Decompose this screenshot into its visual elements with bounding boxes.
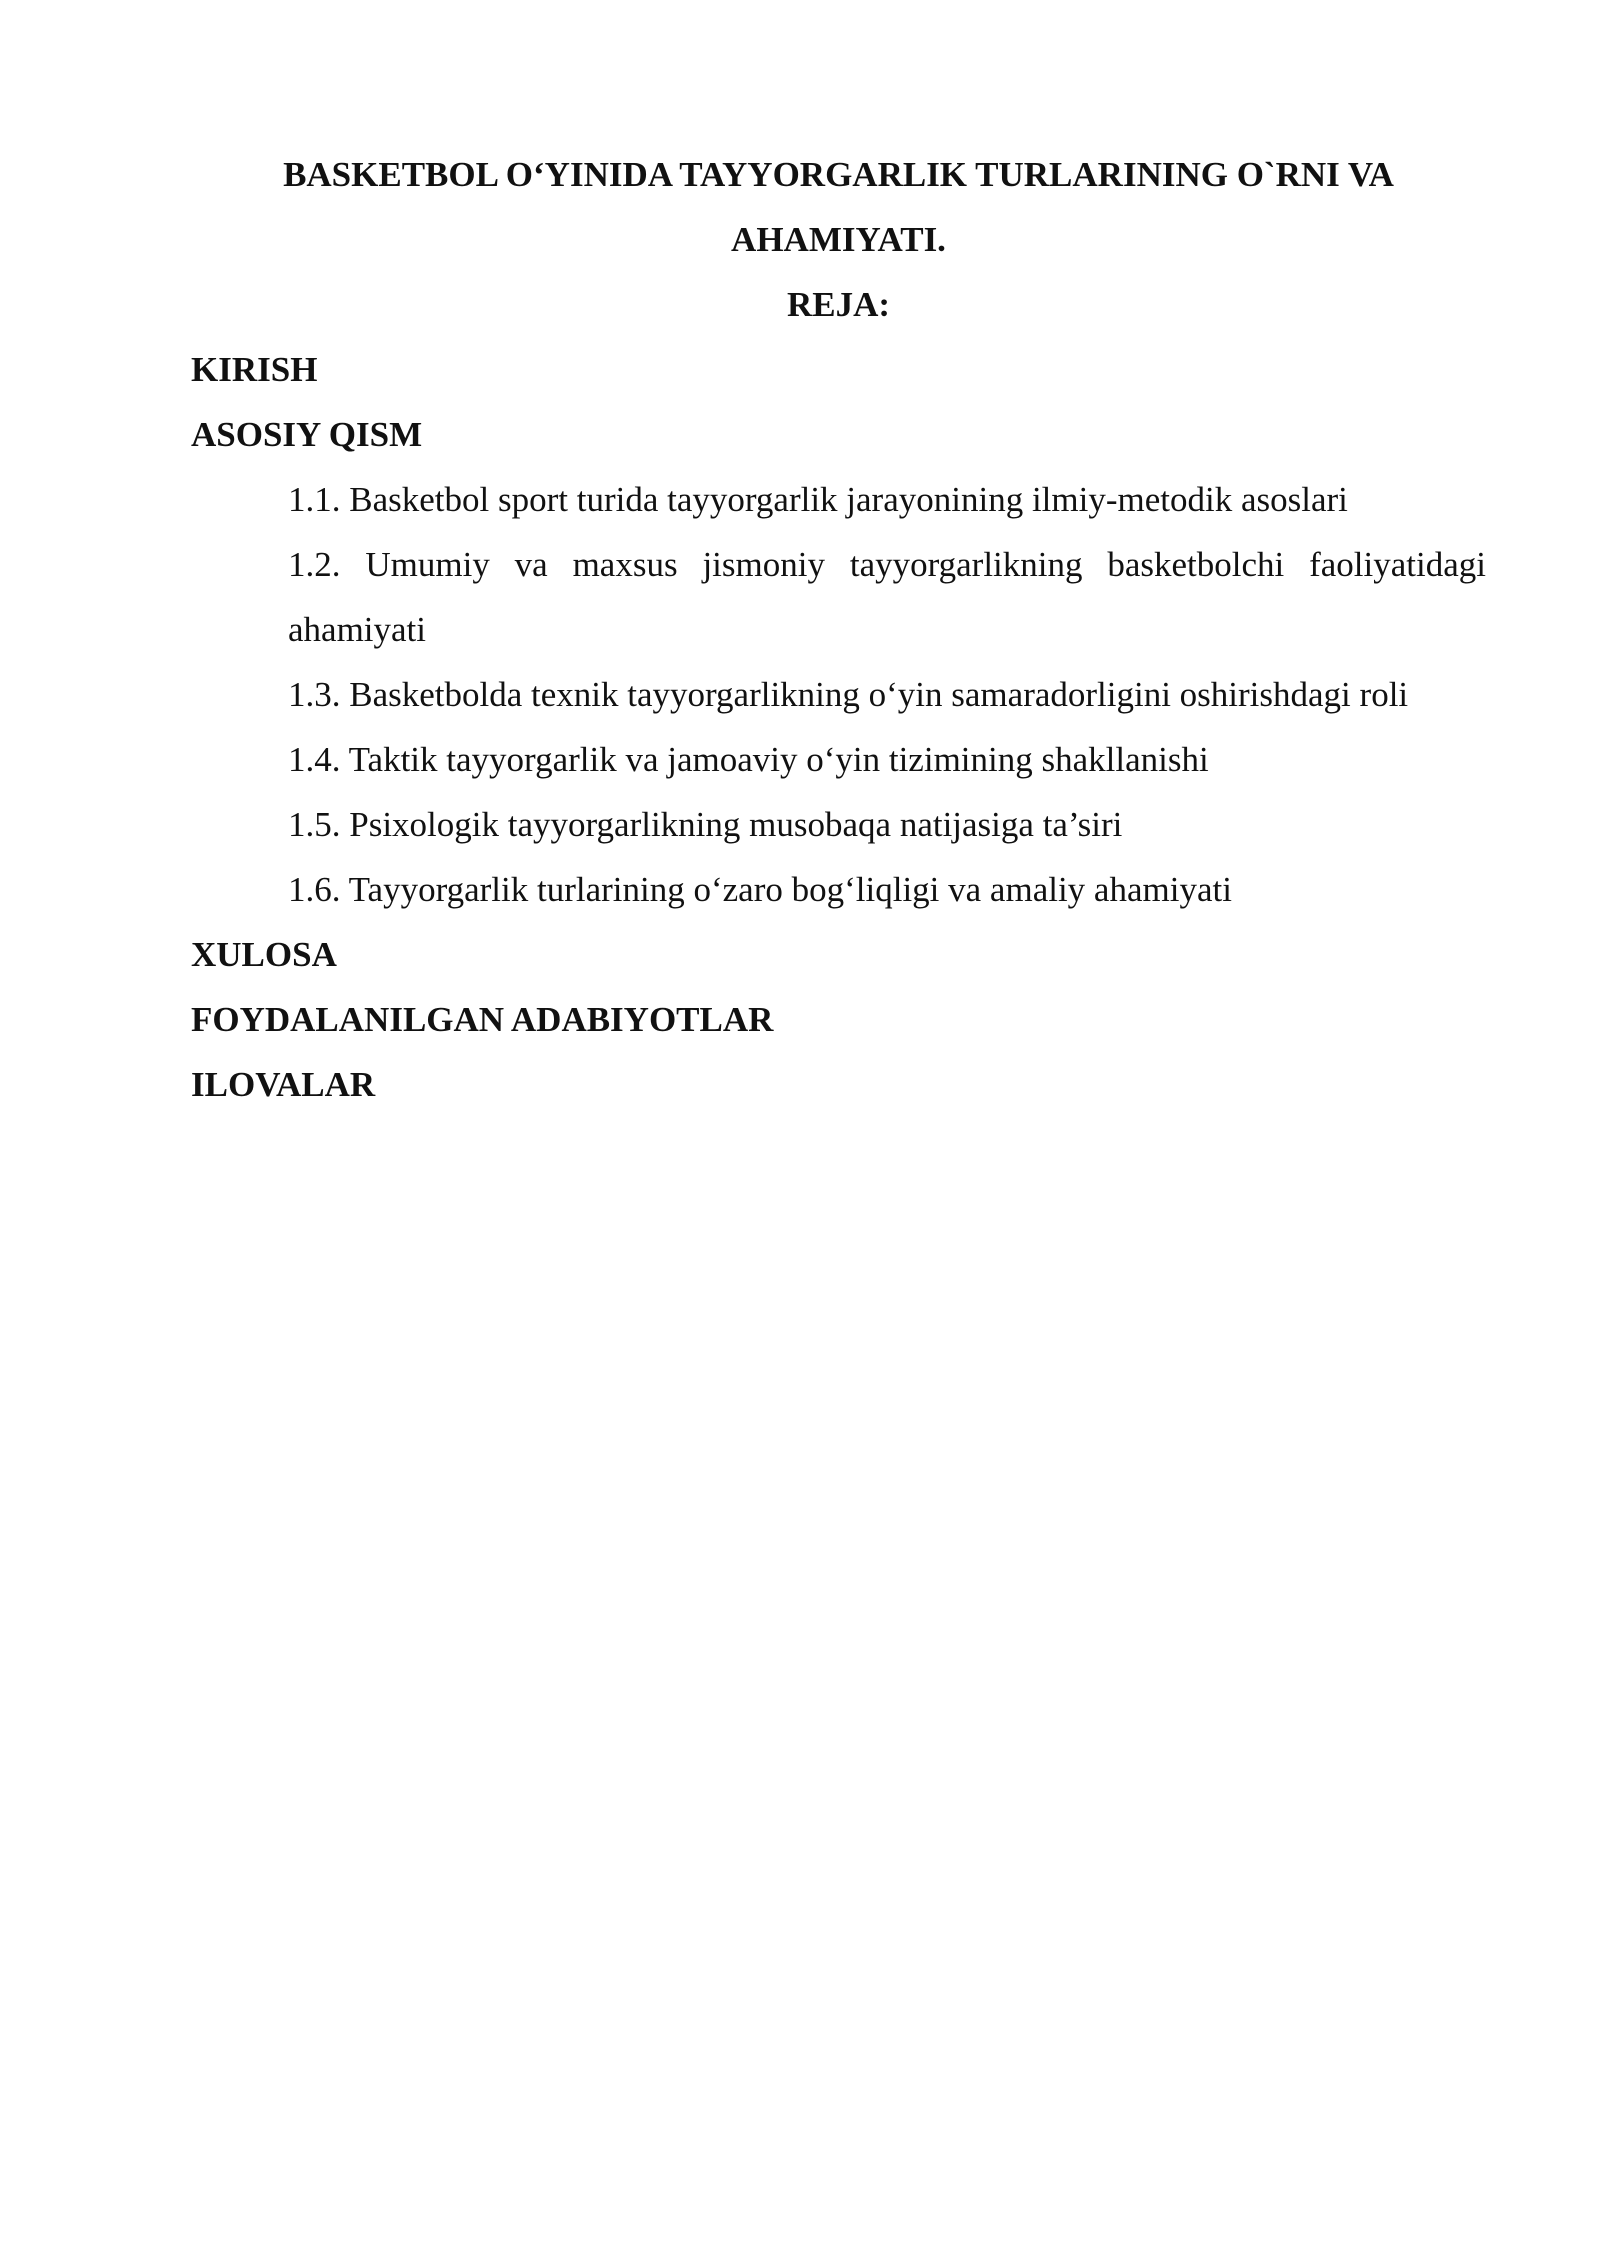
document-title: BASKETBOL O‘YINIDA TAYYORGARLIK TURLARINING O`RNI VA AHAMIYATI.	[283, 155, 1394, 259]
section-appendices: ILOVALAR	[191, 1065, 376, 1104]
plan-label: REJA:	[786, 285, 891, 324]
toc-item-1-1: 1.1. Basketbol sport turida tayyorgarlik jarayonining ilmiy-metodik asoslari	[288, 480, 1348, 519]
section-intro: KIRISH	[191, 350, 318, 389]
toc-item-1-2: 1.2. Umumiy va maxsus jismoniy tayyorgarlikning basketbolchi faoliyatidagi ahamiyati	[288, 545, 1486, 649]
document-content	[191, 142, 1486, 1117]
section-conclusion: XULOSA	[191, 935, 337, 974]
section-main: ASOSIY QISM	[191, 415, 423, 454]
toc-item-1-6: 1.6. Tayyorgarlik turlarining o‘zaro bog‘liqligi va amaliy ahamiyati	[288, 870, 1232, 909]
section-references: FOYDALANILGAN ADABIYOTLAR	[191, 1000, 774, 1039]
toc-item-1-4: 1.4. Taktik tayyorgarlik va jamoaviy o‘yin tizimining shakllanishi	[288, 740, 1209, 779]
toc-item-1-5: 1.5. Psixologik tayyorgarlikning musobaqa natijasiga ta’siri	[288, 805, 1123, 844]
toc-item-1-3: 1.3. Basketbolda texnik tayyorgarlikning o‘yin samaradorligini oshirishdagi roli	[288, 675, 1409, 714]
